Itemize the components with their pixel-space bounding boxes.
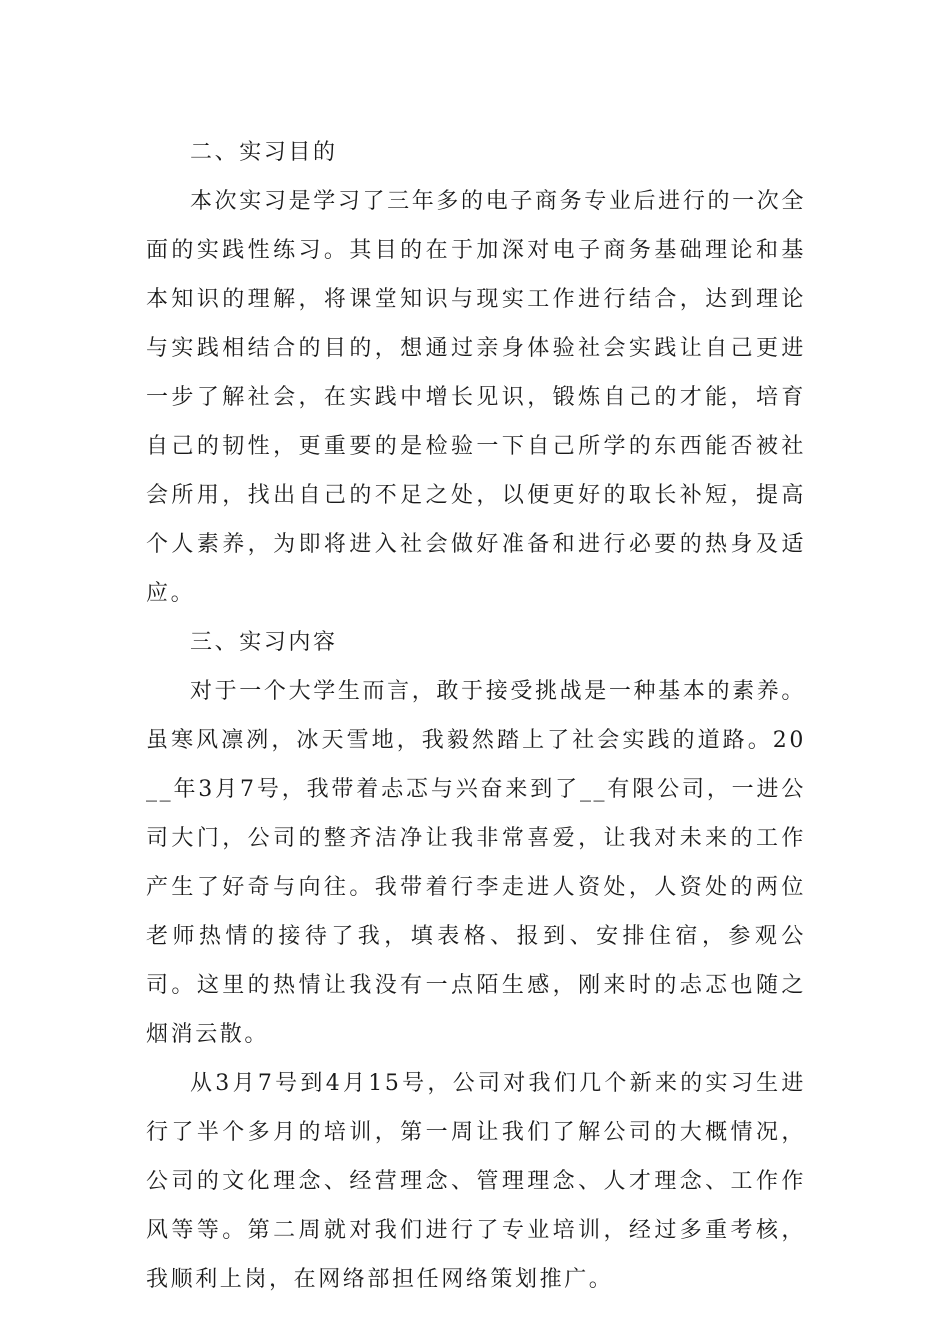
section-heading-purpose: 二、实习目的 — [190, 140, 338, 165]
paragraph-arrival: 对于一个大学生而言，敢于接受挑战是一种基本的素养。虽寒风凛冽，冰天雪地，我毅然踏上了社会实践的道路。20__年3月7号，我带着忐忑与兴奋来到了__有限公司，一进公司大门，公司的整齐洁净让我非常喜爱，让我对未来的工作产生了好奇与向往。我带着行李走进人资处，人资处的两位老师热情的接待了我，填表格、报到、安排住宿，参观公司。这里的热情让我没有一点陌生感，刚来时的忐忑也随之烟消云散。 — [146, 679, 806, 1047]
document-body — [146, 128, 806, 1304]
paragraph-purpose: 本次实习是学习了三年多的电子商务专业后进行的一次全面的实践性练习。其目的在于加深对电子商务基础理论和基本知识的理解，将课堂知识与现实工作进行结合，达到理论与实践相结合的目的，想通过亲身体验社会实践让自己更进一步了解社会，在实践中增长见识，锻炼自己的才能，培育自己的韧性，更重要的是检验一下自己所学的东西能否被社会所用，找出自己的不足之处，以便更好的取长补短，提高个人素养，为即将进入社会做好准备和进行必要的热身及适应。 — [146, 189, 806, 606]
paragraph-training: 从3月7号到4月15号，公司对我们几个新来的实习生进行了半个多月的培训，第一周让我们了解公司的大概情况，公司的文化理念、经营理念、管理理念、人才理念、工作作风等等。第二周就对我们进行了专业培训，经过多重考核，我顺利上岗，在网络部担任网络策划推广。 — [146, 1071, 806, 1292]
section-heading-content: 三、实习内容 — [190, 630, 338, 655]
